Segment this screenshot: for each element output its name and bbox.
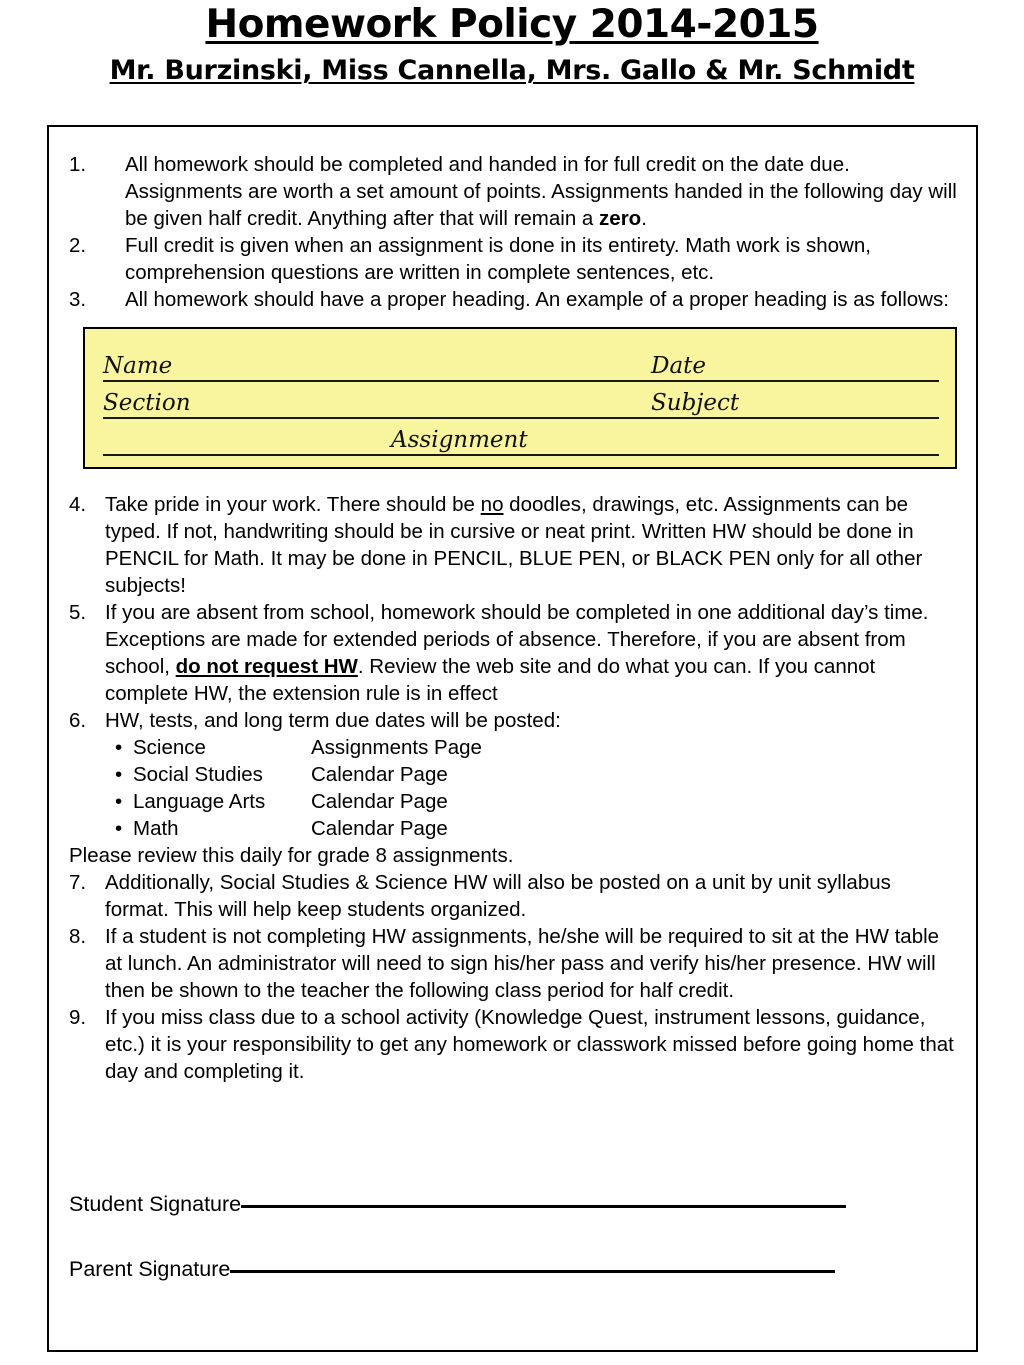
list-item <box>69 734 958 761</box>
sample-name-label: Name <box>103 353 173 379</box>
page-subtitle: Mr. Burzinski, Miss Cannella, Mrs. Gallo & Mr. Schmidt <box>109 55 915 86</box>
bullet-icon: • <box>115 736 123 759</box>
policy-item-7 <box>69 869 958 923</box>
subject-name: Language Arts <box>133 790 266 813</box>
policy-item-8-number: 8. <box>69 925 87 948</box>
policy-item-1-text <box>125 151 958 232</box>
policy-item-4 <box>69 491 958 599</box>
document-header <box>0 0 1024 88</box>
list-item <box>69 788 958 815</box>
posting-location-list <box>69 734 958 842</box>
sample-heading-row-2 <box>103 380 939 419</box>
bullet-icon: • <box>115 763 123 786</box>
policy-item-6 <box>69 707 958 734</box>
sample-heading-row-3 <box>103 417 939 456</box>
subject-name: Math <box>133 817 179 840</box>
policy-item-3-number: 3. <box>69 288 87 311</box>
parent-signature-row <box>69 1254 958 1284</box>
policy-item-4-emphasis: no <box>480 493 504 516</box>
parent-signature-line[interactable] <box>230 1270 835 1273</box>
policy-item-1-text-b: . <box>641 207 647 230</box>
daily-review-note: Please review this daily for grade 8 assignments. <box>69 844 514 867</box>
policy-item-6-text: HW, tests, and long term due dates will be posted: <box>105 709 561 732</box>
policy-item-1 <box>69 151 958 232</box>
policy-item-4-text <box>105 491 958 599</box>
policy-item-4-number: 4. <box>69 493 87 516</box>
bullet-icon: • <box>115 817 123 840</box>
policy-item-4-text-a: Take pride in your work. There should be <box>105 493 481 516</box>
bullet-icon: • <box>115 790 123 813</box>
policy-item-3-text: All homework should have a proper heading. An example of a proper heading is as follows: <box>125 288 949 311</box>
list-item <box>69 761 958 788</box>
posting-location: Calendar Page <box>311 763 448 786</box>
list-item <box>69 815 958 842</box>
sample-heading-row-1 <box>103 343 939 382</box>
policy-item-7-text: Additionally, Social Studies & Science HW will also be posted on a unit by unit syllabus format. This will help keep students organized. <box>105 871 891 921</box>
policy-item-1-number: 1. <box>69 153 87 176</box>
policy-item-8 <box>69 923 958 1004</box>
policy-item-9 <box>69 1004 958 1085</box>
posting-location: Calendar Page <box>311 817 448 840</box>
policy-item-1-text-a: All homework should be completed and handed in for full credit on the date due. Assignments are worth a set amount of points. Assignments handed in the following day will be given half credit. Anything after that will remain a <box>125 153 957 230</box>
sample-date-label: Date <box>651 353 707 379</box>
sample-section-label: Section <box>103 390 191 416</box>
sample-subject-label: Subject <box>651 390 740 416</box>
student-signature-line[interactable] <box>241 1205 846 1208</box>
policy-item-7-number: 7. <box>69 871 87 894</box>
student-signature-label: Student Signature <box>69 1192 242 1216</box>
parent-signature-label: Parent Signature <box>69 1257 231 1281</box>
policy-item-5-text <box>105 599 958 707</box>
signature-section <box>69 1189 958 1284</box>
subject-name: Science <box>133 736 206 759</box>
policy-item-5-text-a: If you are absent from school, homework should be completed in one additional day’s time. Exceptions are made for extended periods of absence. Therefore, if you are absent from school, <box>105 601 929 678</box>
policy-item-3 <box>69 286 958 313</box>
policy-item-2-text: Full credit is given when an assignment is done in its entirety. Math work is shown, comprehension questions are written in complete sentences, etc. <box>125 234 871 284</box>
policy-frame <box>47 125 978 1352</box>
sample-heading-box <box>83 327 957 469</box>
policy-item-2 <box>69 232 958 286</box>
policy-item-9-number: 9. <box>69 1006 87 1029</box>
policy-item-8-text: If a student is not completing HW assignments, he/she will be required to sit at the HW table at lunch. An administrator will need to sign his/her pass and verify his/her presence. HW will then be shown to the teacher the following class period for half credit. <box>105 925 940 1002</box>
policy-item-2-number: 2. <box>69 234 87 257</box>
subject-name: Social Studies <box>133 763 263 786</box>
posting-location: Assignments Page <box>311 736 482 759</box>
policy-item-6-number: 6. <box>69 709 87 732</box>
policy-content <box>69 151 958 1319</box>
policy-item-4-text-b: doodles, drawings, etc. Assignments can be typed. If not, handwriting should be in cursive or neat print. Written HW should be done in PENCIL for Math. It may be done in PENCIL, BLUE PEN, or BLACK PEN only for all other subjects! <box>105 493 923 597</box>
page-title: Homework Policy 2014-2015 <box>205 2 819 47</box>
policy-item-5-number: 5. <box>69 601 87 624</box>
sample-assignment-label: Assignment <box>391 427 528 453</box>
policy-item-9-text: If you miss class due to a school activity (Knowledge Quest, instrument lessons, guidance, etc.) it is your responsibility to get any homework or classwork missed before going home that day and completing it. <box>105 1006 954 1083</box>
posting-location: Calendar Page <box>311 790 448 813</box>
policy-item-1-emphasis: zero <box>599 207 642 230</box>
policy-item-5 <box>69 599 958 707</box>
policy-item-5-text-b: . Review the web site and do what you can. If you cannot complete HW, the extension rule is in effect <box>105 655 876 705</box>
student-signature-row <box>69 1189 958 1219</box>
policy-item-5-emphasis: do not request HW <box>175 655 358 678</box>
